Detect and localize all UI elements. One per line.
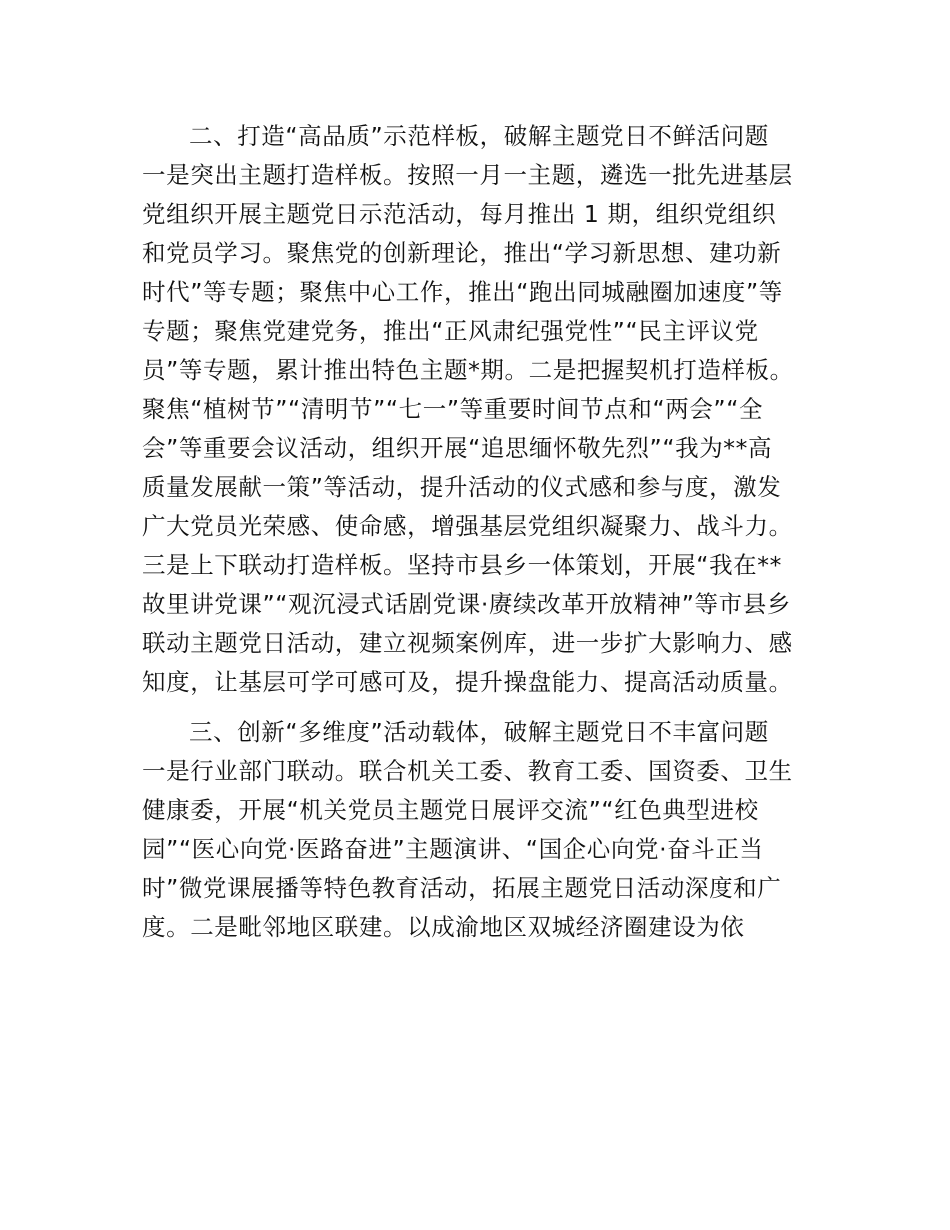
paragraph-line: 聚焦“植树节”“清明节”“七一”等重要时间节点和“两会”“全	[142, 395, 764, 423]
paragraph-line: 时”微党课展播等特色教育活动，拓展主题党日活动深度和广	[142, 874, 782, 902]
section-heading-3: 三、创新“多维度”活动载体，破解主题党日不丰富问题	[189, 718, 769, 746]
paragraph-line: 园”“医心向党·医路奋进”主题演讲、“国企心向党·奋斗正当	[142, 835, 764, 863]
paragraph-line: 一是行业部门联动。联合机关工委、教育工委、国资委、卫生	[142, 757, 793, 785]
paragraph-line: 时代”等专题；聚焦中心工作，推出“跑出同城融圈加速度”等	[142, 278, 783, 306]
paragraph-line: 健康委，开展“机关党员主题党日展评交流”“红色典型进校	[142, 796, 759, 824]
paragraph-line: 专题；聚焦党建党务，推出“正风肃纪强党性”“民主评议党	[142, 317, 759, 345]
paragraph-line: 党组织开展主题党日示范活动，每月推出 1 期，组织党组织	[142, 200, 777, 228]
paragraph-line: 度。二是毗邻地区联建。以成渝地区双城经济圈建设为依	[142, 913, 745, 941]
document-body	[142, 117, 812, 947]
section-heading-2: 二、打造“高品质”示范样板，破解主题党日不鲜活问题	[189, 122, 769, 150]
paragraph-line: 会”等重要会议活动，组织开展“追思缅怀敬先烈”“我为**高	[142, 434, 773, 462]
paragraph-line: 质量发展献一策”等活动，提升活动的仪式感和参与度，激发	[142, 473, 782, 501]
paragraph-line: 联动主题党日活动，建立视频案例库，进一步扩大影响力、感	[142, 629, 793, 657]
paragraph-line: 知度，让基层可学可感可及，提升操盘能力、提高活动质量。	[142, 668, 793, 696]
paragraph-line: 和党员学习。聚焦党的创新理论，推出“学习新思想、建功新	[142, 239, 782, 267]
paragraph-line: 三是上下联动打造样板。坚持市县乡一体策划，开展“我在**	[142, 551, 782, 579]
paragraph-line: 员”等专题，累计推出特色主题*期。二是把握契机打造样板。	[142, 356, 794, 384]
paragraph-line: 故里讲党课”“观沉浸式话剧党课·赓续改革开放精神”等市县乡	[142, 590, 791, 618]
paragraph-line: 一是突出主题打造样板。按照一月一主题，遴选一批先进基层	[142, 161, 793, 189]
paragraph-line: 广大党员光荣感、使命感，增强基层党组织凝聚力、战斗力。	[142, 512, 793, 540]
